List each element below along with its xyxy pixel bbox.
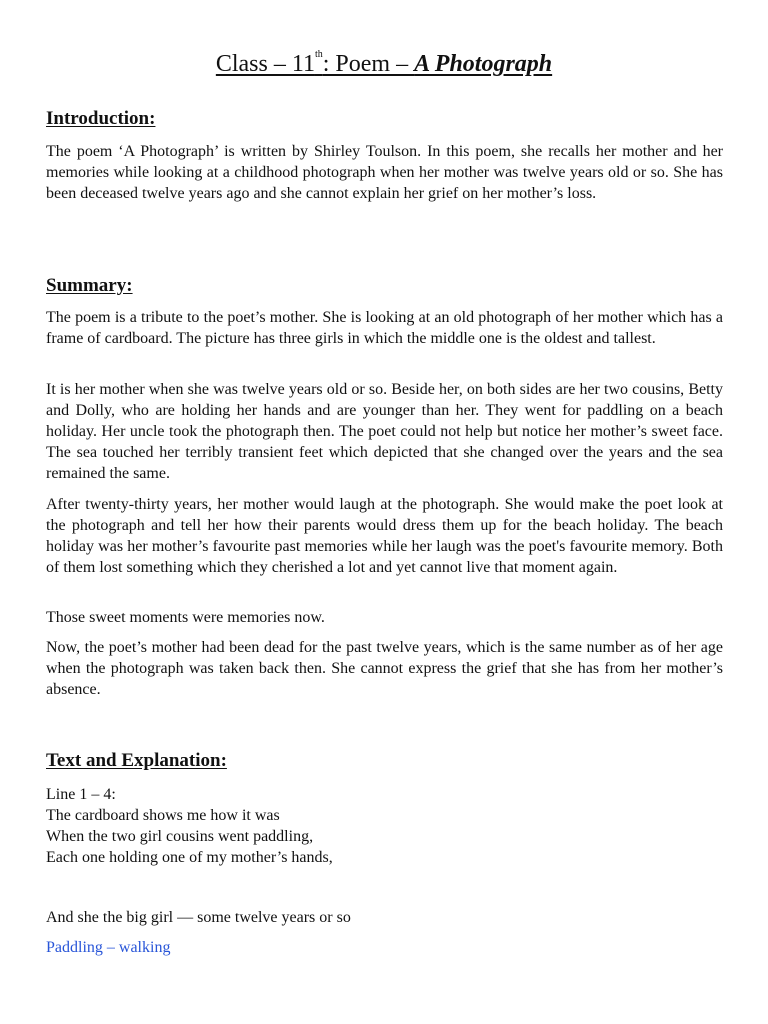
- poem-line-1: The cardboard shows me how it was: [46, 807, 280, 824]
- poem-line-3: Each one holding one of my mother’s hands,: [46, 849, 333, 866]
- summary-paragraph-3: After twenty-thirty years, her mother would laugh at the photograph. She would make the poet look at the photograph and tell her how their parents would dress them up for the beach holiday. The beach holiday was her mother’s favourite past memories while her laugh was the poet's favourite memory. Both of them lost something which they cherished a lot and yet cannot live that moment again.: [46, 496, 723, 576]
- summary-paragraph-2: It is her mother when she was twelve years old or so. Beside her, on both sides are her two cousins, Betty and Dolly, who are holding her hands and are younger than her. They went for paddling on a beach holiday. Her uncle took the photograph then. The poet could not help but notice her mother’s sweet face. The sea touched her terribly transient feet which depicted that she changed over the years and the sea remained the same.: [46, 381, 723, 482]
- glossary-note: Paddling – walking: [46, 939, 171, 956]
- page-title: [0, 50, 768, 78]
- introduction-heading: Introduction:: [46, 108, 156, 129]
- poem-line-range: Line 1 – 4:: [46, 786, 116, 803]
- title-poem-name: A Photograph: [414, 51, 553, 77]
- summary-heading: Summary:: [46, 275, 133, 296]
- introduction-paragraph: The poem ‘A Photograph’ is written by Shirley Toulson. In this poem, she recalls her mother and her memories while looking at a childhood photograph when her mother was twelve years old or so. She has been deceased twelve years ago and she cannot explain her grief on her mother’s loss.: [46, 143, 723, 202]
- poem-line-4: And she the big girl — some twelve years or so: [46, 909, 351, 926]
- summary-paragraph-1: The poem is a tribute to the poet’s mother. She is looking at an old photograph of her mother which has a frame of cardboard. The picture has three girls in which the middle one is the oldest and tallest.: [46, 309, 723, 347]
- title-text: Class – 11th: Poem – A Photograph: [215, 49, 553, 77]
- title-superscript: th: [314, 49, 323, 60]
- summary-paragraph-4: Those sweet moments were memories now.: [46, 609, 325, 626]
- text-explanation-heading: Text and Explanation:: [46, 750, 227, 771]
- poem-line-2: When the two girl cousins went paddling,: [46, 828, 314, 845]
- summary-paragraph-5: Now, the poet’s mother had been dead for the past twelve years, which is the same number as of her age when the photograph was taken back then. She cannot express the grief that she has from her mother’s absence.: [46, 639, 723, 698]
